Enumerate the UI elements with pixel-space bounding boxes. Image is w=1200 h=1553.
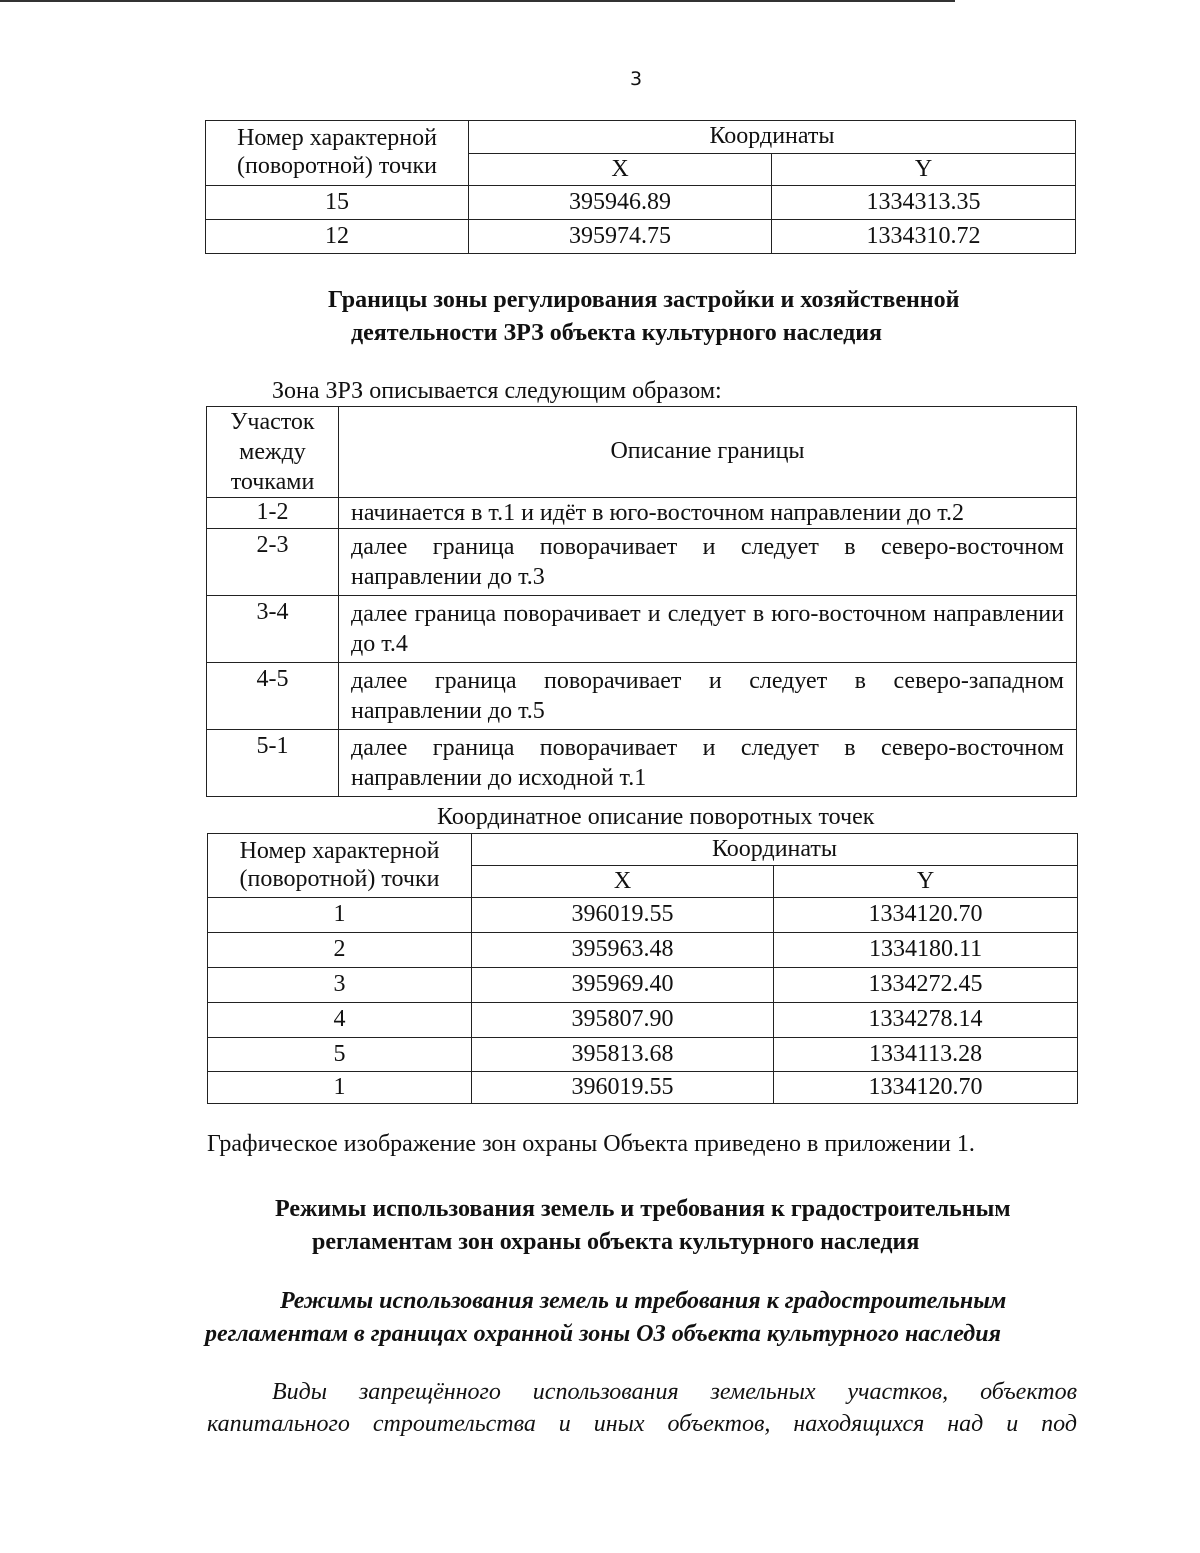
y-cell: 1334113.28 [774, 1038, 1078, 1072]
heading-line: регламентам зон охраны объекта культурного наследия [312, 1229, 920, 1255]
coordinates-caption: Координатное описание поворотных точек [437, 804, 875, 830]
point-number-header [208, 834, 472, 898]
point-number-header [206, 121, 469, 186]
zone-intro: Зона ЗРЗ описывается следующим образом: [272, 378, 722, 404]
point-header-line2: (поворотной) точки [237, 153, 437, 179]
x-cell: 395807.90 [472, 1003, 774, 1038]
y-header: Y [774, 866, 1078, 898]
description-header: Описание границы [339, 407, 1077, 498]
y-cell: 1334278.14 [774, 1003, 1078, 1038]
coordinates-table-zrz [207, 833, 1078, 1104]
description-cell: далее граница поворачивает и следует в северо-западном направлении до т.5 [339, 663, 1077, 730]
segment-header-line: между [239, 439, 306, 465]
segment-cell: 1-2 [207, 498, 339, 529]
table-row [207, 663, 1077, 730]
point-header-line2: (поворотной) точки [239, 865, 440, 892]
regimes-heading [275, 1193, 1095, 1259]
prohibited-uses-paragraph [207, 1376, 1077, 1440]
coordinates-header: Координаты [472, 834, 1078, 866]
point-cell: 12 [206, 220, 469, 254]
point-cell: 4 [208, 1003, 472, 1038]
description-cell: далее граница поворачивает и следует в юго-восточном направлении до т.4 [339, 596, 1077, 663]
x-header: X [469, 154, 772, 186]
zrz-section-heading [328, 284, 1048, 350]
y-header: Y [772, 154, 1076, 186]
y-cell: 1334272.45 [774, 968, 1078, 1003]
x-header: X [472, 866, 774, 898]
x-cell: 396019.55 [472, 1072, 774, 1104]
graphic-note: Графическое изображение зон охраны Объекта приведено в приложении 1. [207, 1131, 975, 1157]
point-header-line1: Номер характерной [239, 837, 440, 864]
y-cell: 1334120.70 [774, 1072, 1078, 1104]
description-cell: далее граница поворачивает и следует в северо-восточном направлении до исходной т.1 [339, 730, 1077, 797]
point-cell: 5 [208, 1038, 472, 1072]
heading-line: Режимы использования земель и требования к градостроительным [280, 1288, 1007, 1314]
table-row [206, 220, 1076, 254]
point-header-line1: Номер характерной [237, 125, 437, 152]
page-number: 3 [629, 68, 643, 90]
point-cell: 3 [208, 968, 472, 1003]
point-cell: 2 [208, 933, 472, 968]
y-cell: 1334313.35 [772, 186, 1076, 220]
x-cell: 395969.40 [472, 968, 774, 1003]
segment-header-line: Участок [230, 409, 315, 435]
table-row [207, 730, 1077, 797]
x-cell: 395946.89 [469, 186, 772, 220]
segment-cell: 4-5 [207, 663, 339, 730]
heading-line: регламентам в границах охранной зоны ОЗ объекта культурного наследия [205, 1321, 1001, 1347]
y-cell: 1334310.72 [772, 220, 1076, 254]
point-cell: 1 [208, 1072, 472, 1104]
table-row [208, 968, 1078, 1003]
heading-line: Режимы использования земель и требования к градостроительным [275, 1196, 1011, 1222]
table-row [207, 498, 1077, 529]
table-row [208, 1003, 1078, 1038]
segment-cell: 5-1 [207, 730, 339, 797]
paragraph-line: Виды запрещённого использования земельных участков, объектов [272, 1379, 1077, 1405]
table-row [208, 1038, 1078, 1072]
heading-line: Границы зоны регулирования застройки и хозяйственной [328, 287, 960, 313]
x-cell: 396019.55 [472, 898, 774, 933]
oz-regimes-heading [205, 1285, 1085, 1351]
description-cell: далее граница поворачивает и следует в северо-восточном направлении до т.3 [339, 529, 1077, 596]
boundary-description-table [206, 406, 1077, 797]
table-row [208, 1072, 1078, 1104]
segment-header-line: точками [230, 469, 315, 495]
segment-header [207, 407, 339, 498]
segment-cell: 3-4 [207, 596, 339, 663]
segment-cell: 2-3 [207, 529, 339, 596]
coordinates-header: Координаты [469, 121, 1076, 154]
heading-line: деятельности ЗРЗ объекта культурного наследия [351, 320, 883, 346]
table-row [206, 186, 1076, 220]
table-row [208, 933, 1078, 968]
paragraph-line: капитального строительства и иных объектов, находящихся над и под [207, 1411, 1077, 1437]
table-row [207, 529, 1077, 596]
y-cell: 1334180.11 [774, 933, 1078, 968]
point-cell: 1 [208, 898, 472, 933]
table-row [208, 898, 1078, 933]
table-row [207, 596, 1077, 663]
x-cell: 395963.48 [472, 933, 774, 968]
x-cell: 395813.68 [472, 1038, 774, 1072]
coordinates-table-oz [205, 120, 1076, 254]
scan-edge-line [0, 0, 955, 2]
x-cell: 395974.75 [469, 220, 772, 254]
point-cell: 15 [206, 186, 469, 220]
description-cell: начинается в т.1 и идёт в юго-восточном направлении до т.2 [339, 498, 1077, 529]
y-cell: 1334120.70 [774, 898, 1078, 933]
